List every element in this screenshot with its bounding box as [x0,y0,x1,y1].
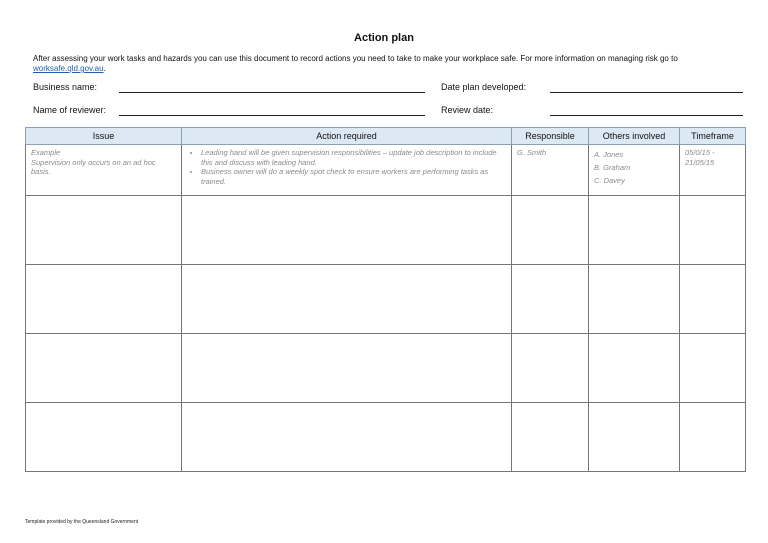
business-name-label: Business name: [33,82,98,92]
intro-text: After assessing your work tasks and hazards you can use this document to record actions you need to take to make your workplace safe. For more information on managing risk go to [33,54,678,63]
example-other-person: A. Jones [594,150,624,159]
footer-credit: Template provided by the Queensland Government [25,519,139,525]
header-issue: Issue [26,128,182,145]
responsible-cell[interactable] [512,334,589,403]
issue-cell[interactable] [26,265,182,334]
timeframe-cell[interactable] [680,403,746,472]
action-required-cell[interactable] [182,265,512,334]
example-others-cell [589,145,680,196]
example-row [26,145,746,196]
header-responsible: Responsible [512,128,589,145]
header-others-involved: Others involved [589,128,680,145]
example-responsible-cell: G. Smith [512,145,589,196]
action-required-cell[interactable] [182,334,512,403]
table-row [26,265,746,334]
example-action-list [187,148,506,186]
timeframe-cell[interactable] [680,265,746,334]
review-date-label: Review date: [441,105,494,115]
others-involved-cell[interactable] [589,334,680,403]
issue-cell[interactable] [26,196,182,265]
worksafe-link[interactable]: worksafe.qld.gov.au [33,64,104,73]
timeframe-cell[interactable] [680,334,746,403]
example-other-person: B. Graham [594,163,631,172]
example-issue-text: Supervision only occurs on an ad hoc basis. [31,157,156,176]
example-action-item: • Leading hand will be given supervision responsibilities – update job description to include this and discuss with leading hand. [201,148,506,167]
responsible-cell[interactable] [512,196,589,265]
review-date-field[interactable] [550,115,743,116]
issue-cell[interactable] [26,334,182,403]
action-required-cell[interactable] [182,196,512,265]
example-timeframe-cell: 05/0/15 - 21/05/15 [680,145,746,196]
date-plan-developed-field[interactable] [550,92,743,93]
others-involved-cell[interactable] [589,403,680,472]
timeframe-cell[interactable] [680,196,746,265]
others-involved-cell[interactable] [589,265,680,334]
table-row [26,196,746,265]
table-header-row [26,128,746,145]
action-plan-table [25,127,746,472]
intro-end: . [103,64,106,73]
example-issue-title: Example [31,148,61,157]
name-of-reviewer-label: Name of reviewer: [33,105,107,115]
intro-paragraph [33,54,748,74]
responsible-cell[interactable] [512,265,589,334]
example-action-cell [182,145,512,196]
issue-cell[interactable] [26,403,182,472]
others-involved-cell[interactable] [589,196,680,265]
example-other-person: C. Davey [594,176,625,185]
example-action-item: • Business owner will do a weekly spot check to ensure workers are performing tasks as trained. [201,167,506,186]
business-name-field[interactable] [119,92,425,93]
page-title: Action plan [354,32,414,44]
table-row [26,403,746,472]
action-required-cell[interactable] [182,403,512,472]
header-timeframe: Timeframe [680,128,746,145]
name-of-reviewer-field[interactable] [119,115,425,116]
date-plan-developed-label: Date plan developed: [441,82,527,92]
responsible-cell[interactable] [512,403,589,472]
table-row [26,334,746,403]
header-action-required: Action required [182,128,512,145]
example-issue-cell [26,145,182,196]
